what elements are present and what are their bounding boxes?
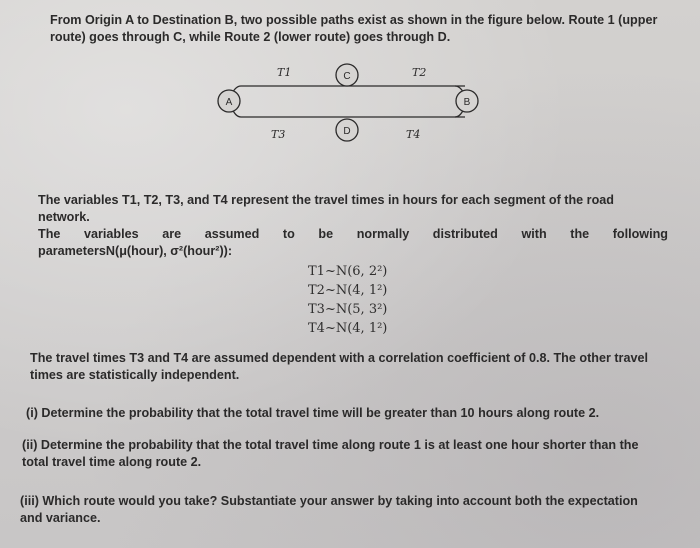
variables-line-2-word: distributed xyxy=(432,227,498,241)
question-3 xyxy=(20,493,680,527)
node-a-label: A xyxy=(225,97,233,108)
variables-line-2-word: assumed xyxy=(204,227,260,241)
distribution-t1: T1~N(6, 2²) xyxy=(308,264,388,279)
variables-paragraph xyxy=(38,192,668,260)
correlation-line-2: times are statistically independent. xyxy=(30,368,240,382)
variables-line-2-word: to xyxy=(282,227,295,241)
question-2-line-2: total travel time along route 2. xyxy=(22,455,202,469)
distribution-t3: T3~N(5, 3²) xyxy=(308,302,388,317)
intro-line-1: From Origin A to Destination B, two possible paths exist as shown in the figure below. Route 1 (upper xyxy=(50,13,658,27)
distribution-t2: T2~N(4, 1²) xyxy=(308,283,388,298)
route-network-diagram xyxy=(205,58,505,148)
variables-line-2 xyxy=(38,226,668,243)
question-1-text: (i) Determine the probability that the total travel time will be greater than 10 hours along route 2. xyxy=(26,406,600,420)
node-b-label: B xyxy=(463,97,471,108)
variables-line-2-word: following xyxy=(612,227,668,241)
edge-label-t1: T1 xyxy=(277,66,292,79)
distribution-t4: T4~N(4, 1²) xyxy=(308,321,388,336)
correlation-line-1: The travel times T3 and T4 are assumed dependent with a correlation coefficient of 0.8. The other travel xyxy=(30,351,648,365)
variables-line-2-word: be xyxy=(318,227,334,241)
variables-line-2-word: with xyxy=(521,227,547,241)
intro-paragraph xyxy=(50,12,670,46)
variables-line-2-word: The xyxy=(38,227,61,241)
question-1 xyxy=(26,405,676,422)
edge-label-t3: T3 xyxy=(271,128,286,141)
correlation-paragraph xyxy=(30,350,680,384)
variables-line-2-word: normally xyxy=(356,227,410,241)
variables-line-2-word: the xyxy=(570,227,590,241)
variables-line-1: The variables T1, T2, T3, and T4 represent the travel times in hours for each segment of the road network. xyxy=(38,193,614,224)
question-3-line-2: and variance. xyxy=(20,511,101,525)
node-d-label: D xyxy=(343,126,351,137)
question-3-line-1: (iii) Which route would you take? Substantiate your answer by taking into account both the expectation xyxy=(20,494,638,508)
intro-line-2: route) goes through C, while Route 2 (lower route) goes through D. xyxy=(50,30,451,44)
variables-line-2-word: are xyxy=(162,227,182,241)
variables-line-3: parametersN(μ(hour), σ²(hour²)): xyxy=(38,244,233,258)
variables-line-2-word: variables xyxy=(83,227,139,241)
edge-label-t2: T2 xyxy=(412,66,427,79)
question-2 xyxy=(22,437,677,471)
node-c-label: C xyxy=(343,71,351,82)
question-2-line-1: (ii) Determine the probability that the total travel time along route 1 is at least one hour shorter than the xyxy=(22,438,639,452)
edge-label-t4: T4 xyxy=(406,128,421,141)
distribution-list xyxy=(308,262,387,338)
